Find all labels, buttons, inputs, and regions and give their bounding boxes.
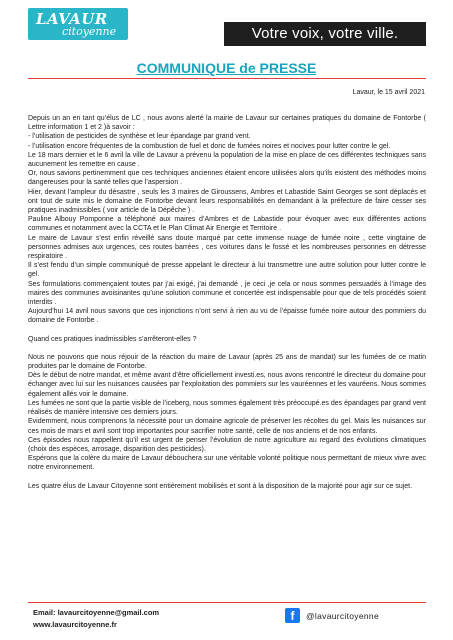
body-paragraph: Nous ne pouvons que nous réjouir de la réaction du maire de Lavaur (après 25 ans de mandat) sur les fumées de ce matin produites par le domaine de Fontorbe. (28, 353, 426, 371)
logo-sub-text: citoyenne (62, 25, 117, 38)
body-paragraph: - l’utilisation encore fréquentes de la combustion de fuel et donc de fumées noires et nocives pour lutter contre le gel. (28, 142, 391, 150)
body-paragraph: Ses formulations commençaient toutes par j’ai exigé, j’ai demandé , je ceci ,je cela or nous sommes persuadés à l’image des maires des communes avoisinantes qu’une solution commune et concertée est indispensable pour que de tels procédés soient interdits . (28, 280, 426, 307)
logo-main-text: LAVAUR (36, 10, 108, 28)
body-paragraph: Le maire de Lavaur s’est enfin réveillé sans doute marqué par cette immense nuage de fumée noire , cette vingtaine de personnes admises aux urgences, ces routes barrées , ces voitures dans le fossé et les nombreuses personnes en détresse respiratoire . (28, 234, 426, 261)
body-paragraph: Le 18 mars dernier et le 6 avril la ville de Lavaur a prévenu la population de la mise en place de ces différentes techniques sans aucunement les remettre en cause . (28, 151, 426, 169)
date-line: Lavaur, le 15 avril 2021 (352, 89, 425, 96)
body-paragraph: Aujourd’hui 14 avril nous savons que ces injonctions n’ont servi à rien au vu de l’épaisse fumée noire autour des pommiers du domaine de Fontorbe . (28, 308, 426, 325)
paragraph-gap (28, 326, 426, 335)
footer-contact (33, 607, 159, 631)
page-title: COMMUNIQUE de PRESSE (136, 60, 317, 76)
body-paragraph: Evidemment, nous comprenons la nécessité pour un domaine agricole de préserver les récoltes du gel. Mais les nuisances sur ces mois de mars et avril sont trop importantes pour sacrifier notre santé, celle de nos anciens et de nos enfants. (28, 418, 426, 435)
facebook-handle[interactable]: @lavaurcitoyenne (306, 611, 379, 621)
body-paragraph: - l’utilisation de pesticides de synthèse et leur épandage par grand vent. (28, 133, 251, 141)
body-paragraph: Pauline Albouy Pomponne a téléphoné aux maires d’Ambres et de Labastide pour évoquer avec eux différentes actions communes et notamment avec la CCTA et le Plan Climat Air Energie et Territoire . (28, 216, 426, 233)
footer-website[interactable]: www.lavaurcitoyenne.fr (33, 620, 117, 629)
body-paragraph: Ces épisodes nous rappellent qu’il est urgent de penser l’évolution de notre agriculture au regard des évolutions climatiques (choix des espèces, arrosage, disparition des pesticides). (28, 436, 426, 453)
body-paragraph: Dès le début de notre mandat, et même avant d’être officiellement investi.es, nous avons rencontré le directeur du domaine pour échanger avec lui sur les nuisances causées par l’exploitation des pommiers sur les vauréennes et les vauréens. Nous sommes également allés voir le domaine. (28, 372, 426, 398)
facebook-icon[interactable]: f (285, 608, 300, 623)
body-paragraph: Hier, devant l’ampleur du désastre , seuls les 3 maires de Giroussens, Ambres et Labastide Saint Georges se sont déplacés et ont tout de suite mis le domaine de Fontorbe devant leurs responsabilités en demandant à la préfecture de faire cesser ses pratiques inadmissibles ( voir article de la Dépêche ) . (28, 188, 426, 215)
body-paragraph: Il s’est fendu d’un simple communiqué de presse appelant le directeur à lui transmettre une autre solution pour lutter contre le gel. (28, 262, 426, 279)
lavaur-citoyenne-logo (28, 8, 128, 40)
body-paragraph: Depuis un an en tant qu’élus de LC , nous avons alerté la mairie de Lavaur sur certaines pratiques du domaine de Fontorbe ( Lettre information 1 et 2 )à savoir : (28, 115, 426, 132)
paragraph-gap (28, 473, 426, 482)
bottom-divider (28, 602, 426, 603)
body-paragraph: Les quatre élus de Lavaur Citoyenne sont entièrement mobilisés et sont à la disposition de la majorité pour agir sur ce sujet. (28, 482, 413, 490)
top-divider (28, 78, 426, 79)
paragraph-gap (28, 344, 426, 353)
body-paragraph: Quand ces pratiques inadmissibles s’arrêteront-elles ? (28, 335, 197, 343)
footer-email[interactable]: Email: lavaurcitoyenne@gmail.com (33, 608, 160, 617)
body-paragraph: Espérons que la colère du maire de Lavaur débouchera sur une véritable volonté politique nous permettant de mieux vivre avec notre environnement. (28, 455, 426, 472)
press-release-body (28, 114, 426, 491)
slogan-banner: Votre voix, votre ville. (224, 22, 426, 46)
body-paragraph: Les fumées ne sont que la partie visible de l’iceberg, nous sommes également très préoccupé.es des épandages par grand vent réalisés de manière intensive ces derniers jours. (28, 399, 426, 417)
body-paragraph: Or, nous savions pertinemment que ces techniques anciennes étaient encore utilisées alors qu’ils existent des méthodes moins dangereuses pour la santé telles que l’aspersion . (28, 170, 426, 187)
